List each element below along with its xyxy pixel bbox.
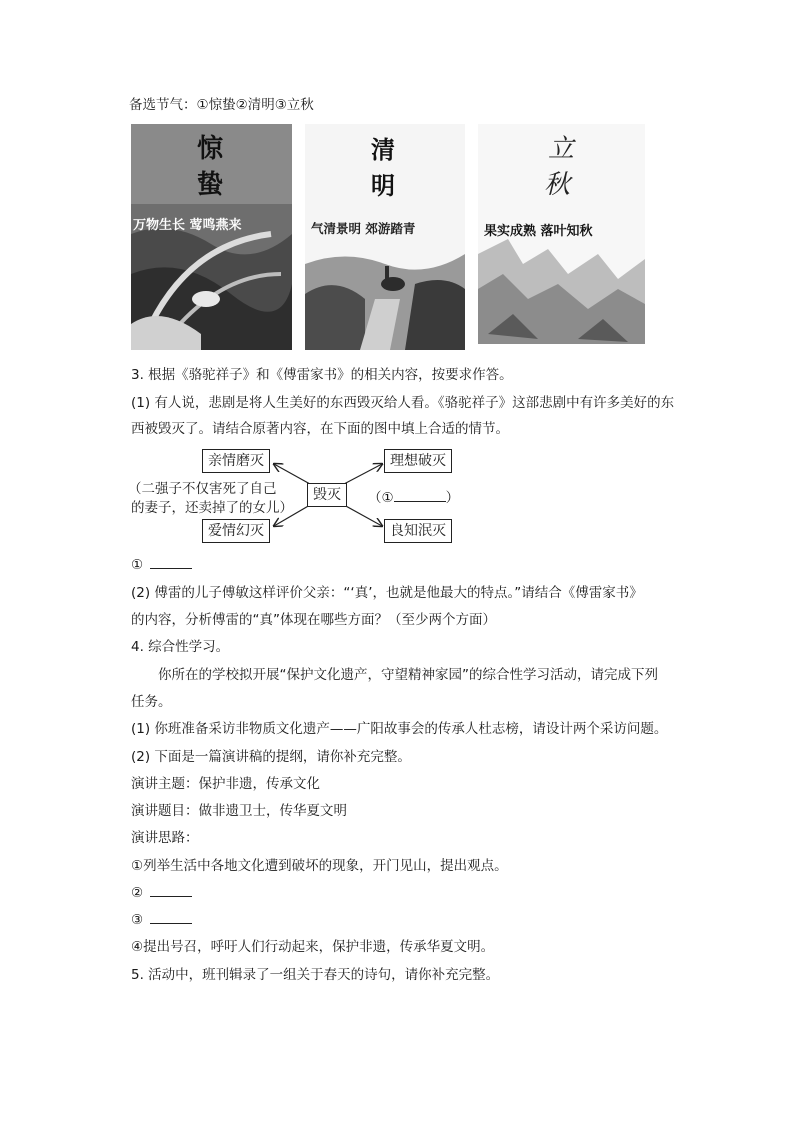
q4-step2-line [131, 884, 192, 902]
q4-step3-line [131, 911, 192, 929]
q4-heading: 4. 综合性学习。 [131, 639, 230, 655]
diagram-node-ideal: 理想破灭 [384, 449, 452, 473]
diagram-node-conscience: 良知泯灭 [384, 519, 452, 543]
q4-part2: (2) 下面是一篇演讲稿的提纲，请你补充完整。 [131, 749, 411, 765]
q3-answer-blank[interactable] [150, 556, 192, 569]
poster-jingzhe-title-1: 惊 [197, 134, 224, 164]
q4-step3-blank[interactable] [150, 911, 192, 924]
q4-step2-blank[interactable] [150, 884, 192, 897]
poster-qingming-title-2: 明 [371, 171, 395, 200]
q4-intro-line2: 任务。 [131, 694, 172, 710]
diagram-left-note-line2: 的妻子，还卖掉了的女儿） [131, 500, 293, 516]
poster-qingming-caption: 气清景明 郊游踏青 [311, 221, 416, 236]
q4-step3-marker: ③ [131, 912, 144, 928]
q3-part2-line1: (2) 傅雷的儿子傅敏这样评价父亲：“‘真’，也就是他最大的特点。”请结合《傅雷家书》 [131, 585, 643, 601]
q4-step4: ④提出号召，呼吁人们行动起来，保护非遗，传承华夏文明。 [131, 939, 495, 955]
poster-liqiu-title-1: 立 [548, 134, 575, 164]
poster-liqiu-title-2: 秋 [544, 170, 571, 200]
alternative-solar-terms-label: 备选节气：①惊蛰②清明③立秋 [129, 97, 314, 113]
q4-outline-label: 演讲思路： [131, 830, 199, 846]
diagram-right-note-open: （① [368, 490, 394, 506]
diagram-center-node: 毁灭 [307, 483, 347, 507]
diagram-answer-blank[interactable] [394, 489, 446, 502]
diagram-right-note-close: ） [445, 490, 460, 506]
q3-heading: 3. 根据《骆驼祥子》和《傅雷家书》的相关内容，按要求作答。 [131, 367, 513, 383]
q4-intro-line1: 你所在的学校拟开展“保护文化遗产，守望精神家园”的综合性学习活动，请完成下列 [158, 667, 658, 683]
q4-step1: ①列举生活中各地文化遭到破坏的现象，开门见山，提出观点。 [131, 858, 508, 874]
poster-liqiu-caption: 果实成熟 落叶知秋 [484, 224, 593, 239]
q3-answer-marker: ① [131, 557, 144, 573]
poster-jingzhe-title-2: 蛰 [197, 170, 224, 200]
diagram-left-note-line1: （二强子不仅害死了自己 [128, 481, 277, 497]
q4-speech-theme: 演讲主题：保护非遗，传承文化 [131, 776, 320, 792]
q3-part1-line1: (1) 有人说，悲剧是将人生美好的东西毁灭给人看。《骆驼祥子》这部悲剧中有许多美好的东 [131, 395, 675, 411]
poster-jingzhe-caption: 万物生长 莺鸣燕来 [133, 218, 242, 233]
q4-speech-topic: 演讲题目：做非遗卫士，传华夏文明 [131, 803, 347, 819]
q5-heading: 5. 活动中，班刊辑录了一组关于春天的诗句，请你补充完整。 [131, 967, 500, 983]
diagram-node-family: 亲情磨灭 [202, 449, 270, 473]
poster-qingming-title-1: 清 [371, 135, 395, 164]
q4-part1: (1) 你班准备采访非物质文化遗产——广阳故事会的传承人杜志榜，请设计两个采访问题。 [131, 721, 668, 737]
q3-part2-line2: 的内容，分析傅雷的“真”体现在哪些方面？（至少两个方面） [131, 612, 496, 628]
q4-step2-marker: ② [131, 885, 144, 901]
q3-part1-line2: 西被毁灭了。请结合原著内容，在下面的图中填上合适的情节。 [131, 421, 509, 437]
diagram-right-note [368, 489, 459, 508]
diagram-node-love: 爱情幻灭 [202, 519, 270, 543]
q3-answer-line [131, 556, 192, 574]
